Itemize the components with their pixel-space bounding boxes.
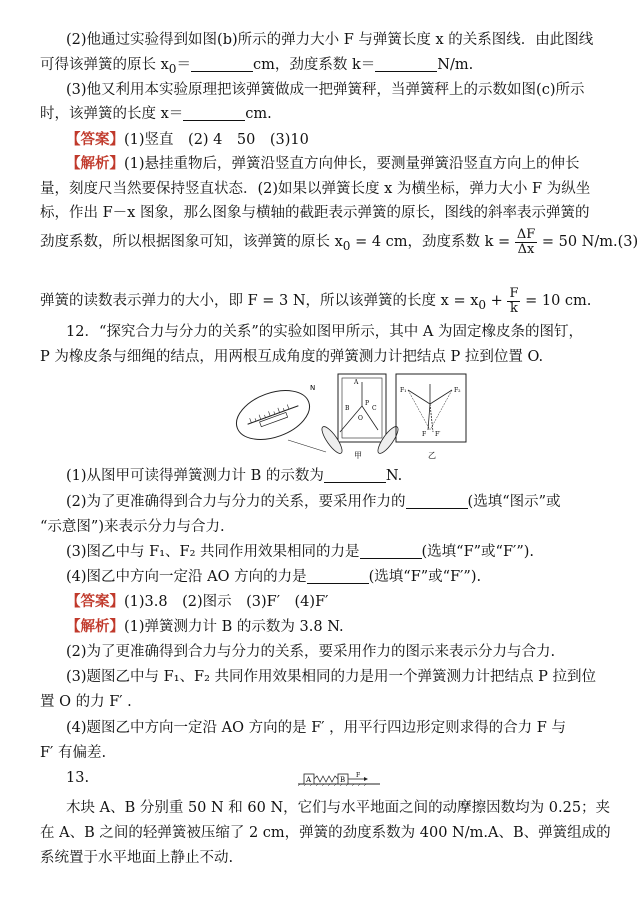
q12-answer: 【答案】(1)3.8 (2)图示 (3)F′ (4)F′ — [66, 593, 329, 610]
answer-blank — [191, 57, 253, 72]
figure-yi — [392, 372, 472, 464]
label-F2: F₂ — [454, 387, 461, 394]
spring — [314, 776, 338, 782]
fraction-F-k: $\frac{F}{k}$ — [509, 285, 519, 316]
spring-scale-left — [230, 381, 316, 448]
label-block-B: B — [340, 776, 346, 784]
q12-part4: (4)图乙中方向一定沿 AO 方向的力是 (选填“F”或“F′”). — [66, 569, 482, 585]
q11-analysis-line4: 劲度系数，所以根据图象可知，该弹簧的原长 $x_0 = 4$ cm，劲度系数 k = $\frac{\Delta F}{\Delta x}$ = 50 N/m.(3) — [40, 226, 639, 257]
label-C: C — [372, 405, 377, 412]
analysis-tag: 【解析】 — [66, 618, 124, 635]
label-block-A: A — [306, 776, 312, 784]
q13-number: 13. — [66, 770, 90, 786]
q12-analysis-line6: F′ 有偏差. — [40, 745, 107, 761]
q11-part2-line1: (2)他通过实验得到如图(b)所示的弹力大小 F 与弹簧长度 x 的关系图线．由此图线 — [66, 32, 594, 48]
fraction-dF-dx: $\frac{\Delta F}{\Delta x}$ — [516, 226, 536, 257]
q11-analysis-line3: 标，作出 F－x 图象，那么图象与横轴的截距表示弹簧的原长，图线的斜率表示弹簧的 — [40, 205, 590, 221]
label-B: B — [345, 405, 350, 412]
answer-blank — [406, 494, 468, 509]
answer-blank — [360, 544, 422, 559]
q11-analysis-line1: 【解析】(1)悬挂重物后，弹簧沿竖直方向伸长，要测量弹簧沿竖直方向上的伸长 — [66, 155, 580, 172]
q13-text-line1: 木块 A、B 分别重 50 N 和 60 N，它们与水平地面之间的动摩擦因数均为 0.25；夹 — [66, 800, 611, 816]
q11-analysis-line2: 量，刻度尺当然要保持竖直状态．(2)如果以弹簧长度 x 为横坐标，弹力大小 F 为纵坐 — [40, 181, 591, 197]
q12-stem-line1: 12．“探究合力与分力的关系”的实验如图甲所示，其中 A 为固定橡皮条的图钉， — [66, 324, 583, 340]
q13-text-line2: 在 A、B 之间的轻弹簧被压缩了 2 cm，弹簧的劲度系数为 400 N/m.A、B、弹簧组成的 — [40, 825, 611, 841]
label-A: A — [354, 379, 359, 386]
figure-blocks-spring — [298, 770, 380, 786]
answer-blank — [183, 106, 245, 121]
label-F: F — [422, 431, 427, 438]
q11-part2-line2: 可得该弹簧的原长 $x_0=$ cm，劲度系数 k＝ N/m. — [40, 57, 474, 76]
q12-analysis-line3: (3)题图乙中与 F₁、F₂ 共同作用效果相同的力是用一个弹簧测力计把结点 P 拉到位 — [66, 669, 596, 685]
q12-analysis-line2: (2)为了更准确得到合力与分力的关系，要采用作力的图示来表示分力与合力. — [66, 644, 556, 660]
q11-analysis-line5: 弹簧的读数表示弹力的大小，即 F = 3 N，所以该弹簧的长度 $x = x_0$ + $\frac{F}{k}$ = 10 cm. — [40, 285, 592, 316]
answer-blank — [324, 468, 386, 483]
q12-part1: (1)从图甲可读得弹簧测力计 B 的示数为 N. — [66, 468, 403, 484]
label-Fprime: F′ — [435, 431, 441, 438]
label-O: O — [358, 415, 363, 422]
q12-analysis-line5: (4)题图乙中方向一定沿 AO 方向的是 F′ ，用平行四边形定则求得的合力 F 与 — [66, 720, 566, 736]
label-P: P — [365, 400, 370, 407]
caption-yi: 乙 — [428, 451, 436, 460]
label-N: N — [310, 384, 316, 392]
q12-analysis-line1: 【解析】(1)弹簧测力计 B 的示数为 3.8 N. — [66, 618, 344, 635]
analysis-tag: 【解析】 — [66, 155, 124, 172]
answer-tag: 【答案】 — [66, 593, 124, 610]
q11-part3-line1: (3)他又利用本实验原理把该弹簧做成一把弹簧秤，当弹簧秤上的示数如图(c)所示 — [66, 82, 585, 98]
caption-jia: 甲 — [354, 451, 362, 460]
answer-blank — [375, 57, 437, 72]
answer-tag: 【答案】 — [66, 131, 124, 148]
q11-answer: 【答案】(1)竖直 (2) 4 50 (3)10 — [66, 131, 309, 148]
q12-part2-line2: “示意图”)来表示分力与合力. — [40, 519, 225, 535]
label-F1: F₁ — [400, 387, 407, 394]
q11-part3-line2: 时，该弹簧的长度 x＝ cm. — [40, 106, 272, 122]
answer-blank — [307, 569, 369, 584]
q13-text-line3: 系统置于水平地面上静止不动. — [40, 850, 234, 866]
q12-part3: (3)图乙中与 F₁、F₂ 共同作用效果相同的力是 (选填“F”或“F′”). — [66, 544, 535, 560]
label-force-F: F — [356, 772, 361, 779]
q12-stem-line2: P 为橡皮条与细绳的结点，用两根互成角度的弹簧测力计把结点 P 拉到位置 O. — [40, 349, 544, 365]
q12-analysis-line4: 置 O 的力 F′ . — [40, 694, 132, 710]
q12-part2-line1: (2)为了更准确得到合力与分力的关系，要采用作力的 (选填“图示”或 — [66, 494, 561, 510]
